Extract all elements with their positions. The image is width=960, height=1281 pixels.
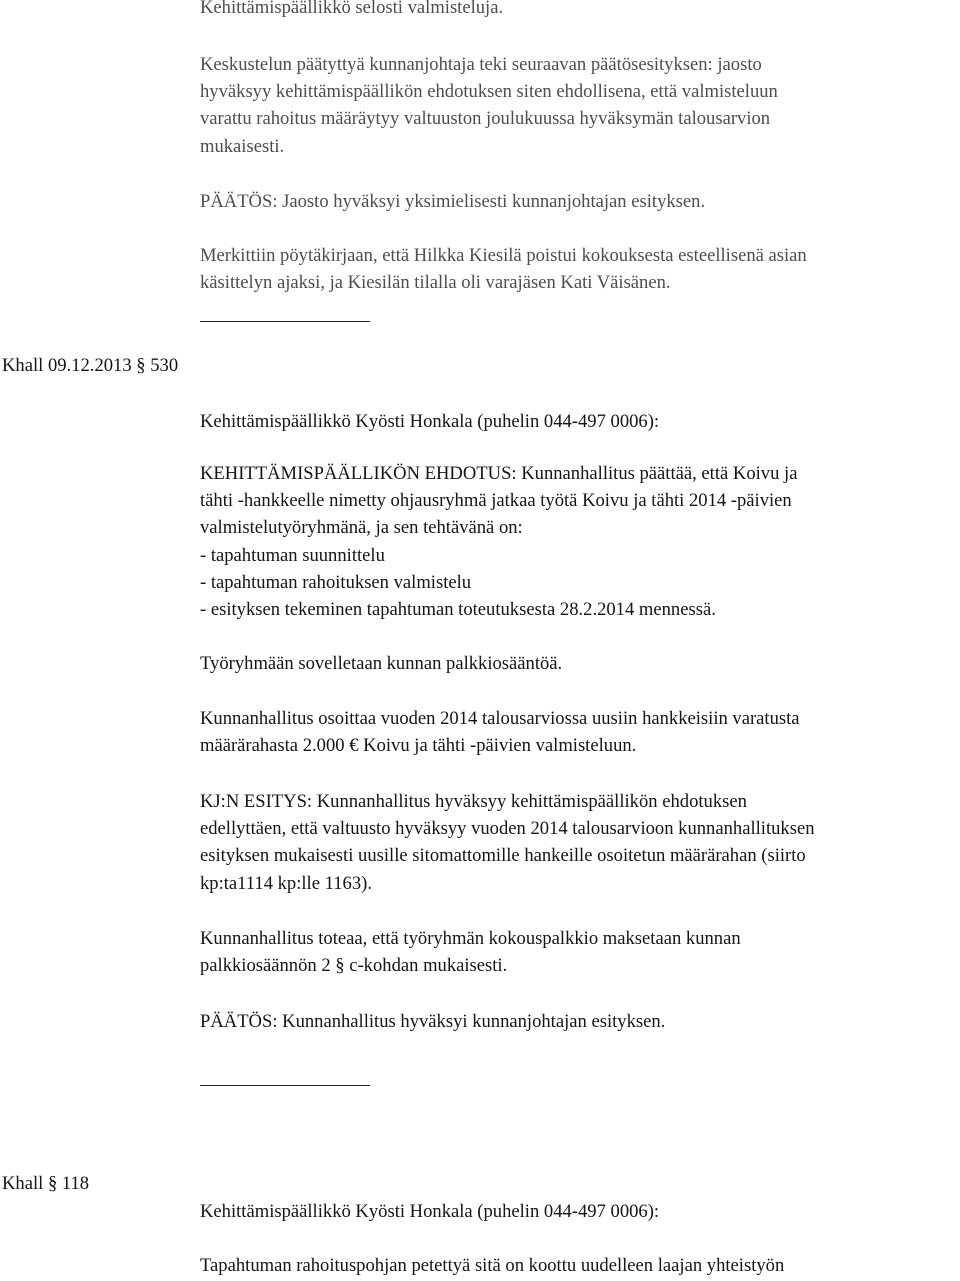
kj-proposal-line: KJ:N ESITYS: Kunnanhallitus hyväksyy kehittämispäällikön ehdotuksen [200,791,747,812]
jaosto-proposal-paragraph [200,51,958,160]
section-530-fee-rule [200,650,958,677]
jaosto-proposal-line: varattu rahoitus määräytyy valtuuston joulukuussa hyväksymän talousarvion [200,108,771,130]
kj-proposal-line: edellyttäen, että valtuusto hyväksyy vuoden 2014 talousarvioon kunnanhallituksen [200,818,815,840]
intro-line: Kehittämispäällikkö selosti valmisteluja. [200,0,504,18]
jaosto-decision-paragraph [200,188,958,215]
budget-line: Kunnanhallitus osoittaa vuoden 2014 talousarviossa uusiin hankkeisiin varatusta [200,708,800,729]
decision-line: PÄÄTÖS: Kunnanhallitus hyväksyi kunnanjohtajan esityksen. [200,1011,666,1032]
kj-proposal-line: esityksen mukaisesti uusille sitomattomille hankeille osoitetun määrärahan (siirto [200,845,806,867]
proposal-line: tähti -hankkeelle nimetty ohjausryhmä jatkaa työtä Koivu ja tähti 2014 -päivien [200,490,792,512]
section-530-proposal [200,460,958,623]
proposal-line: valmistelutyöryhmänä, ja sen tehtävänä on: [200,517,523,539]
section-118-label: Khall § 118 [2,1173,90,1194]
proposal-line: KEHITTÄMISPÄÄLLIKÖN EHDOTUS: Kunnanhallitus päättää, että Koivu ja [200,463,798,484]
fee-note-line: palkkiosäännön 2 § c-kohdan mukaisesti. [200,955,508,977]
kj-proposal-line: kp:ta1114 kp:lle 1163). [200,872,372,894]
section-divider [200,321,370,322]
jaosto-proposal-line: hyväksyy kehittämispäällikön ehdotuksen siten ehdollisena, että valmisteluun [200,81,778,103]
section-118-line: Tapahtuman rahoituspohjan petettyä sitä on koottu uudelleen laajan yhteistyön [200,1255,785,1276]
jaosto-decision-line: PÄÄTÖS: Jaosto hyväksyi yksimielisesti kunnanjohtajan esityksen. [200,191,706,212]
section-530-fee-note [200,925,958,979]
jaosto-proposal-line: mukaisesti. [200,135,285,157]
jaosto-note-paragraph [200,242,958,296]
section-530-presenter [200,408,958,435]
section-530-decision [200,1008,958,1035]
section-118-body [200,1252,958,1279]
fee-note-line: Kunnanhallitus toteaa, että työryhmän kokouspalkkio maksetaan kunnan [200,928,741,949]
section-530-kj-proposal [200,788,958,897]
presenter-line: Kehittämispäällikkö Kyösti Honkala (puhelin 044-497 0006): [200,411,660,432]
proposal-line: - esityksen tekeminen tapahtuman toteutuksesta 28.2.2014 mennessä. [200,599,716,621]
intro-paragraph [200,0,958,21]
section-118-presenter [200,1198,958,1225]
presenter-line: Kehittämispäällikkö Kyösti Honkala (puhelin 044-497 0006): [200,1201,660,1222]
section-530-label: Khall 09.12.2013 § 530 [2,355,179,376]
jaosto-note-line: käsittelyn ajaksi, ja Kiesilän tilalla oli varajäsen Kati Väisänen. [200,272,671,294]
budget-line: määrärahasta 2.000 € Koivu ja tähti -päivien valmisteluun. [200,735,637,757]
proposal-line: - tapahtuman suunnittelu [200,544,385,566]
section-530-budget [200,705,958,759]
fee-rule-line: Työryhmään sovelletaan kunnan palkkiosääntöä. [200,653,563,674]
jaosto-note-line: Merkittiin pöytäkirjaan, että Hilkka Kiesilä poistui kokouksesta esteellisenä asian [200,245,807,266]
jaosto-proposal-line: Keskustelun päätyttyä kunnanjohtaja teki seuraavan päätösesityksen: jaosto [200,54,762,75]
proposal-line: - tapahtuman rahoituksen valmistelu [200,571,472,593]
section-divider [200,1085,370,1086]
